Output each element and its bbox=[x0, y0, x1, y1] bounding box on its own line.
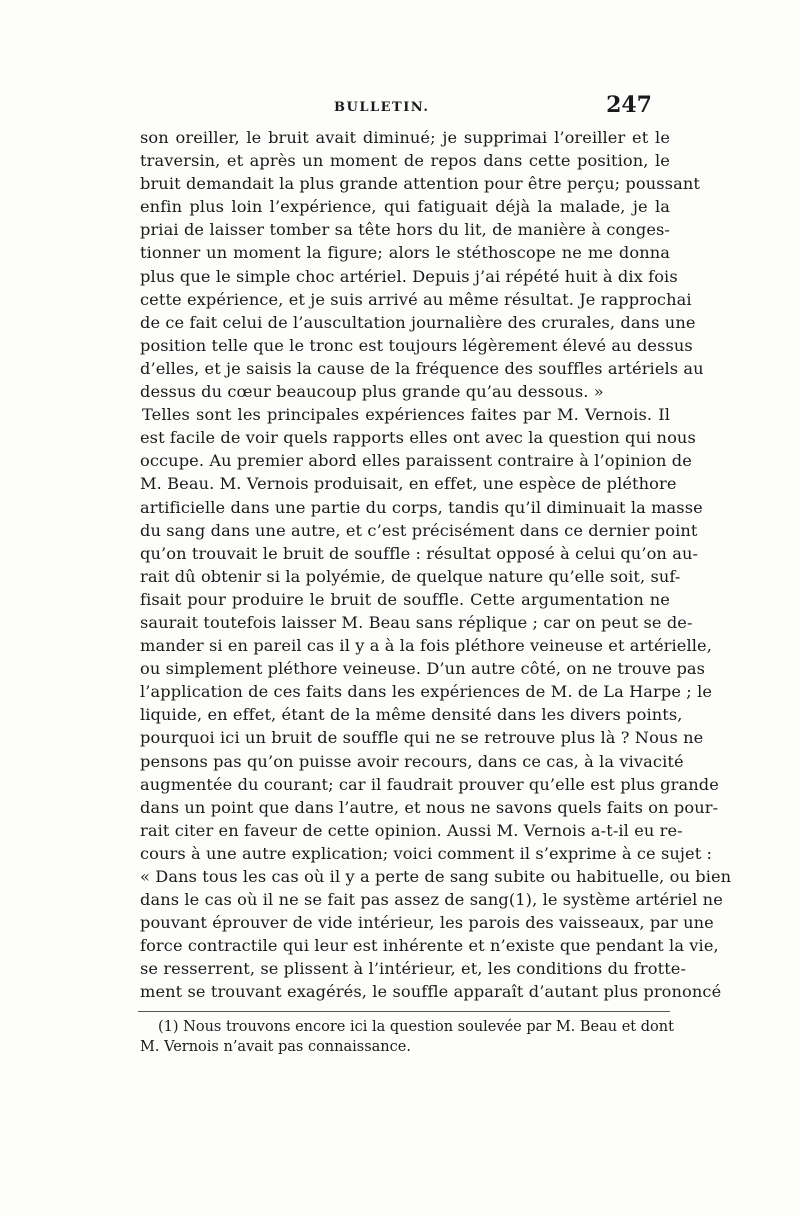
text-line: ou simplement pléthore veineuse. D’un autre côté, on ne trouve pas bbox=[140, 659, 706, 679]
text-line: tionner un moment la figure; alors le stéthoscope ne me donna bbox=[140, 243, 670, 263]
text-line: ment se trouvant exagérés, le souffle apparaît d’autant plus prononcé bbox=[140, 982, 722, 1002]
text-line: plus que le simple choc artériel. Depuis j’ai répété huit à dix fois bbox=[140, 266, 678, 286]
running-head: BULLETIN. bbox=[334, 100, 430, 115]
text-line: son oreiller, le bruit avait diminué; je supprimai l’oreiller et le bbox=[140, 128, 670, 147]
text-line: cours à une autre explication; voici comment il s’exprime à ce sujet : bbox=[140, 843, 713, 863]
text-line: l’application de ces faits dans les expériences de M. de La Harpe ; le bbox=[140, 682, 713, 702]
text-line: augmentée du courant; car il faudrait prouver qu’elle est plus grande bbox=[140, 774, 719, 794]
footnote-line: (1) Nous trouvons encore ici la question soulevée par M. Beau et dont bbox=[158, 1019, 674, 1035]
text-line: pensons pas qu’on puisse avoir recours, dans ce cas, à la vivacité bbox=[140, 751, 684, 771]
body-text bbox=[140, 126, 732, 1004]
text-line: M. Beau. M. Vernois produisait, en effet, une espèce de pléthore bbox=[140, 474, 677, 494]
text-line: fisait pour produire le bruit de souffle. Cette argumentation ne bbox=[140, 589, 670, 609]
text-line: bruit demandait la plus grande attention pour être perçu; poussant bbox=[140, 174, 700, 194]
text-line: rait citer en faveur de cette opinion. Aussi M. Vernois a-t-il eu re- bbox=[140, 820, 683, 840]
footnote bbox=[140, 1017, 674, 1057]
text-line: est facile de voir quels rapports elles ont avec la question qui nous bbox=[140, 428, 696, 448]
text-line: dessus du cœur beaucoup plus grande qu’au dessous. » bbox=[140, 382, 604, 402]
text-line: de ce fait celui de l’auscultation journalière des crurales, dans une bbox=[140, 312, 696, 332]
text-line: liquide, en effet, étant de la même densité dans les divers points, bbox=[140, 705, 683, 725]
text-line: se resserrent, se plissent à l’intérieur, et, les conditions du frotte- bbox=[140, 959, 687, 979]
text-line: traversin, et après un moment de repos dans cette position, le bbox=[140, 151, 670, 171]
text-line: enfin plus loin l’expérience, qui fatiguait déjà la malade, je la bbox=[140, 197, 670, 217]
text-line: du sang dans une autre, et c’est précisément dans ce dernier point bbox=[140, 520, 698, 540]
text-line: artificielle dans une partie du corps, tandis qu’il diminuait la masse bbox=[140, 497, 703, 517]
text-line: « Dans tous les cas où il y a perte de sang subite ou habituelle, ou bien bbox=[140, 867, 732, 886]
text-line: dans un point que dans l’autre, et nous ne savons quels faits on pour- bbox=[140, 797, 719, 817]
page-header bbox=[138, 92, 658, 122]
text-line: mander si en pareil cas il y a à la fois pléthore veineuse et artérielle, bbox=[140, 636, 712, 656]
text-line: rait dû obtenir si la polyémie, de quelque nature qu’elle soit, suf- bbox=[140, 566, 681, 586]
text-line: pouvant éprouver de vide intérieur, les parois des vaisseaux, par une bbox=[140, 913, 714, 933]
text-line: dans le cas où il ne se fait pas assez de sang(1), le système artériel ne bbox=[140, 890, 723, 910]
text-line: saurait toutefois laisser M. Beau sans réplique ; car on peut se de- bbox=[140, 612, 693, 632]
text-line: occupe. Au premier abord elles paraissent contraire à l’opinion de bbox=[140, 451, 692, 471]
text-line: priai de laisser tomber sa tête hors du lit, de manière à conges- bbox=[140, 220, 670, 240]
text-line: position telle que le tronc est toujours légèrement élevé au dessus bbox=[140, 335, 693, 355]
text-line: cette expérience, et je suis arrivé au même résultat. Je rapprochai bbox=[140, 289, 692, 309]
text-line: qu’on trouvait le bruit de souffle : résultat opposé à celui qu’on au- bbox=[140, 543, 699, 563]
footnote-rule bbox=[138, 1011, 670, 1012]
page-number: 247 bbox=[606, 92, 652, 118]
text-line: force contractile qui leur est inhérente et n’existe que pendant la vie, bbox=[140, 936, 719, 956]
footnote-line: M. Vernois n’avait pas connaissance. bbox=[140, 1039, 411, 1055]
text-line: Telles sont les principales expériences faites par M. Vernois. Il bbox=[142, 405, 670, 425]
text-line: d’elles, et je saisis la cause de la fréquence des souffles artériels au bbox=[140, 358, 704, 378]
text-line: pourquoi ici un bruit de souffle qui ne se retrouve plus là ? Nous ne bbox=[140, 728, 704, 748]
